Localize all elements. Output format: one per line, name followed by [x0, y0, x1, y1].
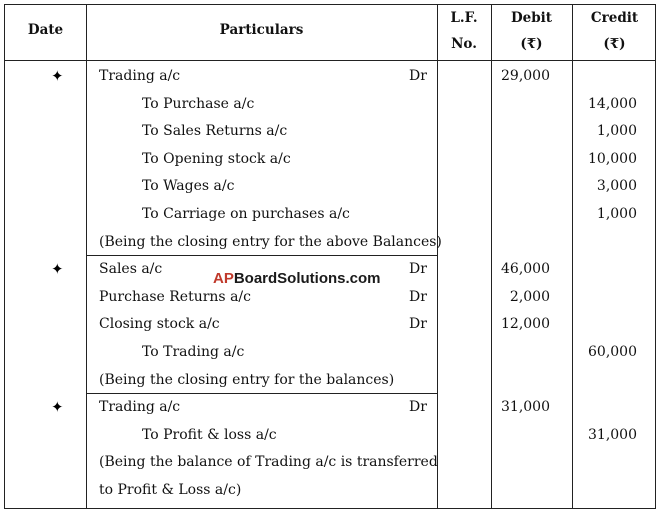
header-particulars: Particulars: [219, 22, 304, 38]
dr-label: Dr: [409, 316, 427, 333]
column-divider: [491, 5, 492, 508]
dr-label: Dr: [409, 399, 427, 416]
narration: (Being the closing entry for the above Balances): [99, 233, 442, 250]
credit-amount: 60,000: [588, 344, 637, 360]
entry-marker-icon: ✦: [51, 67, 64, 85]
account-name: To Sales Returns a/c: [142, 123, 288, 140]
debit-amount: 12,000: [501, 316, 550, 333]
credit-amount: 14,000: [588, 95, 637, 112]
header-debit-unit: (₹): [520, 36, 543, 52]
header-credit-unit: (₹): [603, 36, 626, 52]
account-name: Trading a/c: [99, 68, 181, 84]
narration: to Profit & Loss a/c): [99, 482, 242, 498]
watermark: [213, 269, 381, 289]
account-name: Purchase Returns a/c: [99, 288, 251, 305]
header-lf-no: No.: [451, 36, 477, 52]
dr-label: Dr: [409, 68, 427, 84]
column-divider: [437, 5, 438, 508]
header-debit: Debit: [510, 10, 553, 26]
entry-divider: [86, 393, 438, 394]
watermark-brand: AP: [213, 270, 234, 287]
journal-table: [4, 4, 656, 509]
entry-divider: [86, 255, 438, 256]
credit-amount: 10,000: [588, 150, 637, 167]
credit-amount: 3,000: [596, 178, 637, 195]
header-credit: Credit: [590, 10, 639, 26]
credit-amount: 1,000: [596, 206, 637, 222]
dr-label: Dr: [409, 288, 427, 305]
dr-label: Dr: [409, 261, 427, 278]
account-name: Sales a/c: [99, 261, 163, 278]
entry-marker-icon: ✦: [51, 398, 64, 417]
entry-marker-icon: ✦: [51, 260, 64, 279]
account-name: To Trading a/c: [142, 344, 245, 360]
narration: (Being the closing entry for the balances): [99, 371, 395, 388]
account-name: To Carriage on purchases a/c: [142, 206, 350, 222]
column-divider: [86, 5, 87, 508]
header-lf: L.F.: [450, 10, 478, 26]
watermark-domain: BoardSolutions.com: [233, 270, 381, 287]
header-divider: [5, 60, 655, 61]
account-name: To Purchase a/c: [142, 95, 255, 112]
debit-amount: 2,000: [509, 288, 550, 305]
debit-amount: 31,000: [501, 399, 550, 416]
debit-amount: 46,000: [501, 261, 550, 278]
credit-amount: 31,000: [588, 426, 637, 443]
account-name: Closing stock a/c: [99, 316, 220, 333]
header-date: Date: [27, 22, 64, 38]
account-name: Trading a/c: [99, 399, 181, 416]
account-name: To Opening stock a/c: [142, 150, 291, 167]
narration: (Being the balance of Trading a/c is transferred: [99, 454, 438, 471]
credit-amount: 1,000: [596, 123, 637, 140]
column-divider: [572, 5, 573, 508]
debit-amount: 29,000: [501, 68, 550, 84]
account-name: To Profit & loss a/c: [142, 426, 277, 443]
account-name: To Wages a/c: [142, 178, 235, 195]
